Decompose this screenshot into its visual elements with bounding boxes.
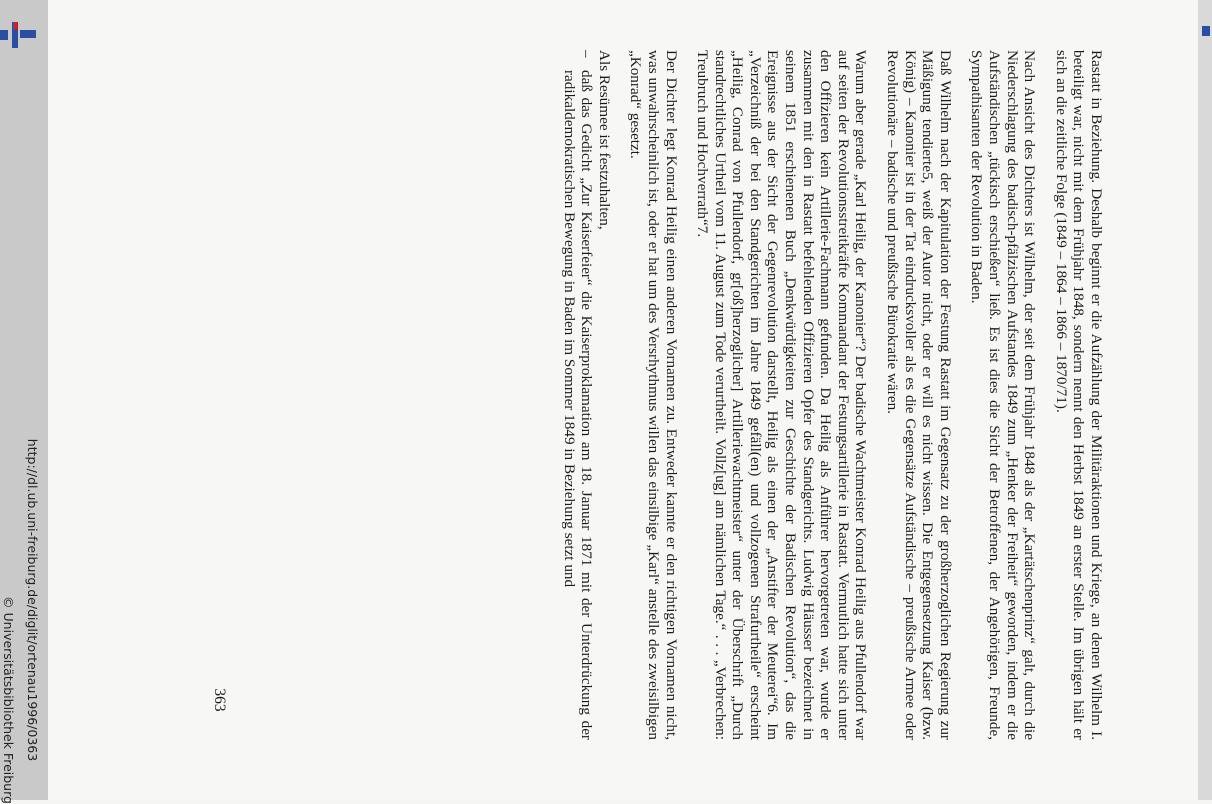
paragraph: Nach Ansicht des Dichters ist Wilhelm, der seit dem Frühjahr 1848 als der „Kartätschenprinz“ galt, durch die Niederschlagung des badisch-pfälzischen Aufstandes 1849 zum „Henker der Freiheit“ geworden, indem er die Aufständischen „tückisch erschießen“ ließ. Es ist dies die Sicht der Betroffenen, der Angehörigen, Freunde, Sympathisanten der Revolution in Baden. <box>968 50 1039 740</box>
right-margin-strip <box>1198 0 1212 800</box>
copyright-notice: © Universitätsbibliothek Freiburg <box>1 596 16 804</box>
page-content <box>123 20 1123 780</box>
summary-intro: Als Resümee ist festzuhalten, <box>595 50 613 230</box>
paragraph: Rastatt in Beziehung. Deshalb beginnt er die Aufzählung der Militäraktionen und Kriege, an denen Wilhelm I. beteiligt war, nicht mit dem Frühjahr 1848, sondern nennt den Herbst 1849 an erster Stelle. Im übrigen hält er sich an die zeitliche Folge (1849 – 1864 – 1866 – 1870/71). <box>1052 50 1105 740</box>
paragraph: Der Dichter legt Konrad Heilig einen anderen Vornamen zu. Entweder kannte er den richtigen Vornamen nicht, was unwahrscheinlich ist, oder er hat um des Versrhythmus willen das einsilbige „Karl“ anstelle des zweisilbigen „Konrad“ gesetzt. <box>627 50 680 740</box>
library-logo <box>0 22 36 50</box>
list-dash: – <box>578 50 596 58</box>
paragraph: Daß Wilhelm nach der Kapitulation der Festung Rastatt im Gegensatz zu der großherzoglichen Regierung zur Mäßigung tendierte5, weiß der Autor nicht, oder er will es nicht wissen. Die Entgegensetzung Kaiser (bzw. König) – Kanonier ist in der Tat eindrucksvoller als es die Gegensätze Aufständische – preußische Armee oder Revolutionäre – badische und preußische Bürokratie wären. <box>884 50 954 740</box>
page-number: 363 <box>211 688 228 712</box>
left-margin-strip <box>0 0 48 804</box>
source-url[interactable]: http://dl.ub.uni-freiburg.de/diglit/ortenau1996/0363 <box>25 438 40 762</box>
scanned-page <box>48 0 1198 800</box>
paragraph: Warum aber gerade „Karl Heilig, der Kanonier“? Der badische Wachtmeister Konrad Heilig aus Pfullendorf war auf seiten der Revolutionsstreitkräfte Kommandant der Festungsartillerie in Rastatt. Vermutlich hatte sich unter den Offizieren kein Artillerie-Fachmann gefunden. Da Heilig als Anführer hervorgetreten war, wurde er zusammen mit den in Rastatt befehlenden Offizieren Opfer des Standgerichts. Ludwig Häusser bezeichnet in seinem 1851 erschienenen Buch „Denkwürdigkeiten zur Geschichte der Badischen Revolution“, das die Ereignisse aus der Sicht der Gegenrevolution darstellt, Heilig als einen der „Anstifter der Meuterei“6. Im „Verzeichniß der bei den Standgerichten im Jahre 1849 gefäll(en) und vollzogenen Strafurtheile“ erscheint „Heilig, Conrad von Pfullendorf, gr[oß]herzoglicher] Artilleriewachtmeister“ unter der Überschrift „Durch standrechtliches Urtheil vom 11. August zum Tode verurtheilt. Vollz[ug] am nämlichen Tage.“ . . . „Verbrechen: Treubruch und Hochverrath“7. <box>694 50 870 740</box>
logo-fragment <box>1202 26 1210 36</box>
text-column <box>560 50 1105 740</box>
summary-list-item <box>560 50 595 740</box>
summary-item-text: daß das Gedicht „Zur Kaiserfeier“ die Kaiserproklamation am 18. Januar 1871 mit der Unterdrückung der radikaldemokratischen Bewegung in Baden im Sommer 1849 in Beziehung setzt und <box>560 70 596 740</box>
